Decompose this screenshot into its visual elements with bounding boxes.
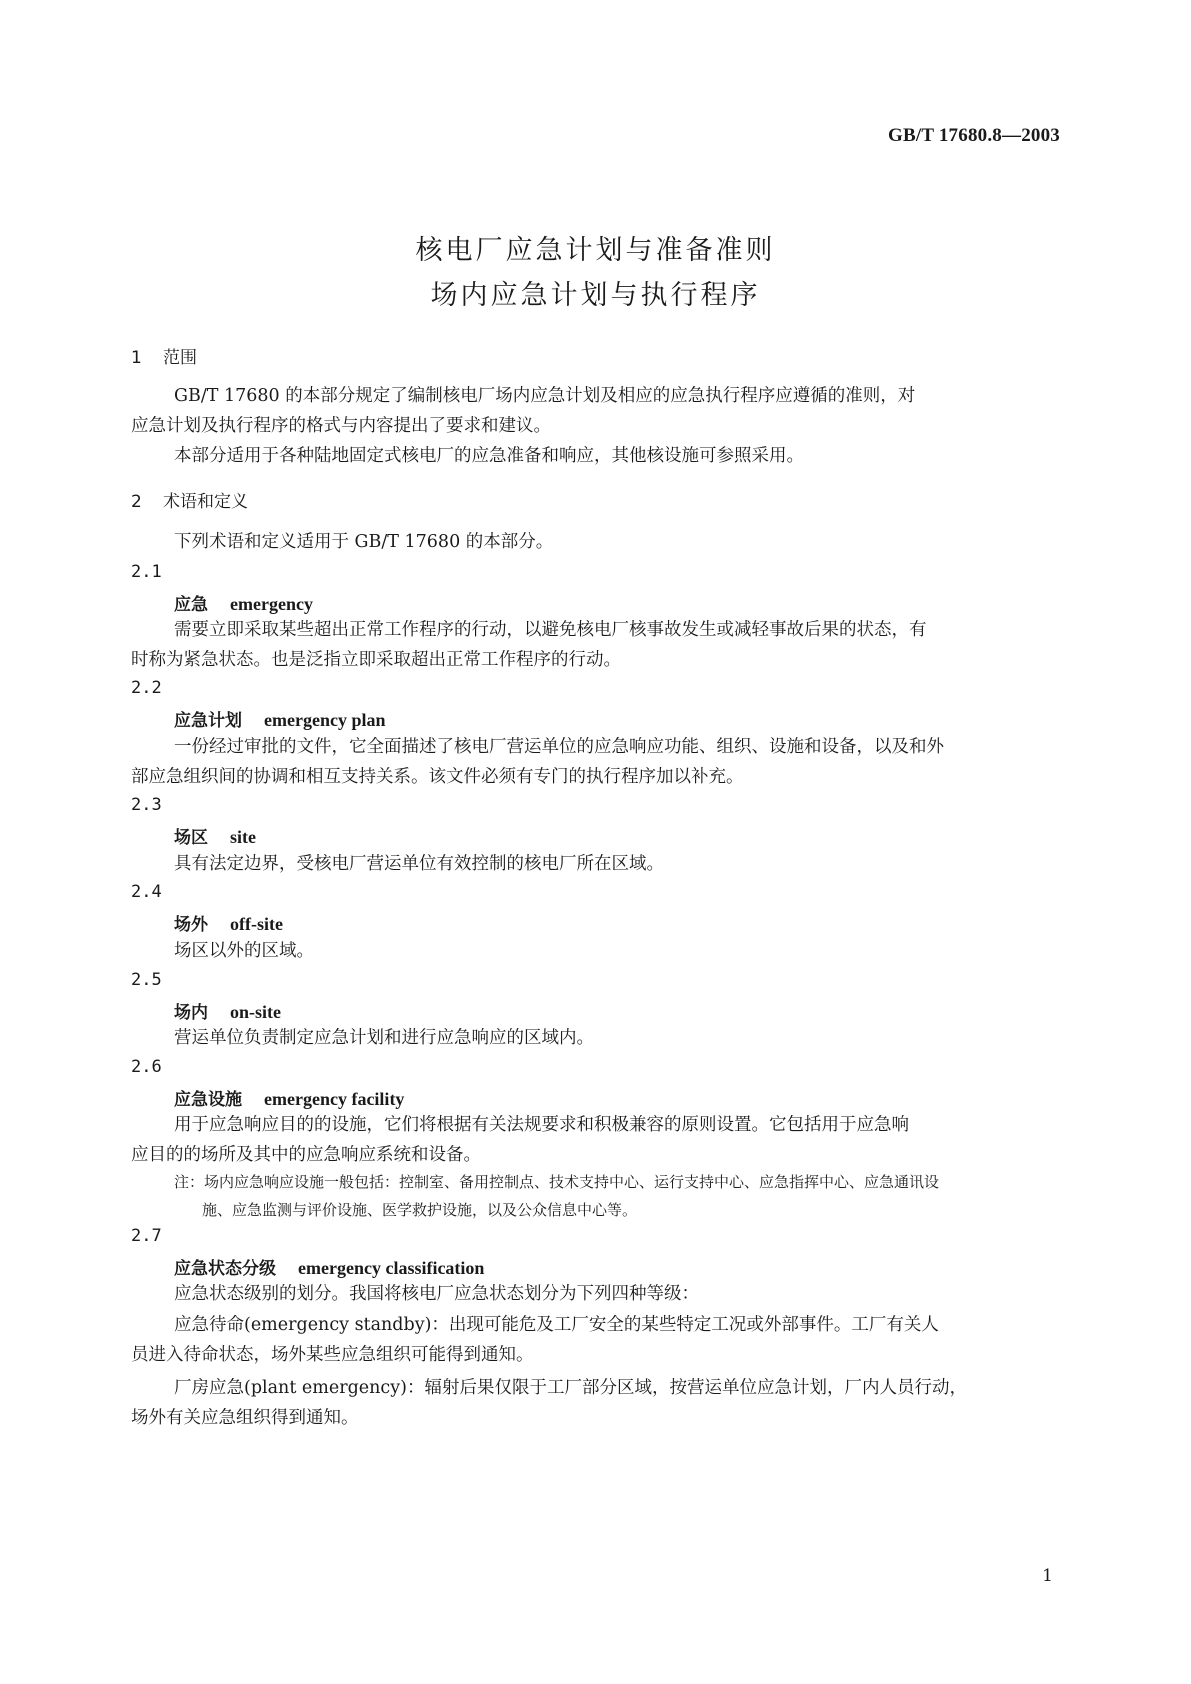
clause-number: 2.5 — [131, 970, 162, 990]
term-entry — [174, 910, 283, 935]
term-en: site — [230, 827, 256, 847]
clause-number: 2.1 — [131, 562, 162, 582]
term-zh: 应急设施 — [174, 1090, 242, 1110]
definition-line: 厂房应急(plant emergency)：辐射后果仅限于工厂部分区域，按营运单位应急计划，厂内人员行动， — [174, 1378, 967, 1398]
section-1-heading — [131, 343, 197, 368]
term-entry — [174, 823, 256, 848]
clause-number: 2.6 — [131, 1057, 162, 1077]
definition-line: 应急状态级别的划分。我国将核电厂应急状态划分为下列四种等级： — [174, 1284, 699, 1304]
section-1-para1-line1: GB/T 17680 的本部分规定了编制核电厂场内应急计划及相应的应急执行程序应遵循的准则，对 — [174, 386, 916, 406]
term-zh: 场区 — [174, 828, 208, 848]
section-number: 1 — [131, 348, 142, 368]
term-zh: 场外 — [174, 915, 208, 935]
term-zh: 应急状态分级 — [174, 1259, 276, 1279]
clause-number: 2.4 — [131, 882, 162, 902]
term-zh: 应急 — [174, 595, 208, 615]
term-en: emergency — [230, 594, 313, 614]
page-number: 1 — [1042, 1566, 1053, 1586]
term-entry — [174, 1254, 484, 1279]
document-title-line2: 场内应急计划与执行程序 — [430, 280, 761, 311]
note-line: 施、应急监测与评价设施、医学救护设施，以及公众信息中心等。 — [202, 1201, 638, 1219]
section-title: 术语和定义 — [163, 492, 248, 512]
standard-code: GB/T 17680.8—2003 — [888, 125, 1060, 146]
section-1-para2: 本部分适用于各种陆地固定式核电厂的应急准备和响应，其他核设施可参照采用。 — [174, 446, 804, 466]
term-en: emergency plan — [264, 710, 386, 730]
note — [174, 1168, 1062, 1224]
term-en: emergency facility — [264, 1089, 405, 1109]
definition-line: 部应急组织间的协调和相互支持关系。该文件必须有专门的执行程序加以补充。 — [131, 767, 744, 787]
term-entry — [174, 1085, 404, 1110]
section-2-heading — [131, 487, 248, 512]
definition-line: 需要立即采取某些超出正常工作程序的行动，以避免核电厂核事故发生或减轻事故后果的状态，有 — [174, 620, 927, 640]
term-entry — [174, 706, 385, 731]
term-entry — [174, 998, 281, 1023]
clause-number: 2.2 — [131, 678, 162, 698]
note-label: 注： — [174, 1173, 205, 1191]
document-title-line1: 核电厂应急计划与准备准则 — [415, 235, 776, 266]
term-zh: 应急计划 — [174, 711, 242, 731]
term-en: emergency classification — [298, 1258, 485, 1278]
section-2-intro: 下列术语和定义适用于 GB/T 17680 的本部分。 — [174, 532, 554, 552]
section-title: 范围 — [163, 348, 197, 368]
definition-line: 场区以外的区域。 — [174, 941, 314, 961]
term-entry — [174, 590, 313, 615]
definition-line: 一份经过审批的文件，它全面描述了核电厂营运单位的应急响应功能、组织、设施和设备，以及和外 — [174, 737, 944, 757]
section-number: 2 — [131, 492, 142, 512]
term-zh: 场内 — [174, 1003, 208, 1023]
definition-line: 具有法定边界，受核电厂营运单位有效控制的核电厂所在区域。 — [174, 854, 664, 874]
note-line: 场内应急响应设施一般包括：控制室、备用控制点、技术支持中心、运行支持中心、应急指挥中心、应急通讯设 — [204, 1173, 940, 1191]
term-en: off-site — [230, 914, 283, 934]
term-en: on-site — [230, 1002, 281, 1022]
definition-line: 场外有关应急组织得到通知。 — [131, 1408, 359, 1428]
definition-line: 应目的的场所及其中的应急响应系统和设备。 — [131, 1145, 481, 1165]
definition-line: 时称为紧急状态。也是泛指立即采取超出正常工作程序的行动。 — [131, 650, 621, 670]
definition-line: 员进入待命状态，场外某些应急组织可能得到通知。 — [131, 1345, 534, 1365]
definition-line: 营运单位负责制定应急计划和进行应急响应的区域内。 — [174, 1028, 594, 1048]
clause-number: 2.3 — [131, 795, 162, 815]
definition-line: 用于应急响应目的的设施，它们将根据有关法规要求和积极兼容的原则设置。它包括用于应急响 — [174, 1115, 909, 1135]
definition-line: 应急待命(emergency standby)：出现可能危及工厂安全的某些特定工况或外部事件。工厂有关人 — [174, 1315, 939, 1335]
clause-number: 2.7 — [131, 1226, 162, 1246]
section-1-para1-line2: 应急计划及执行程序的格式与内容提出了要求和建议。 — [131, 416, 551, 436]
